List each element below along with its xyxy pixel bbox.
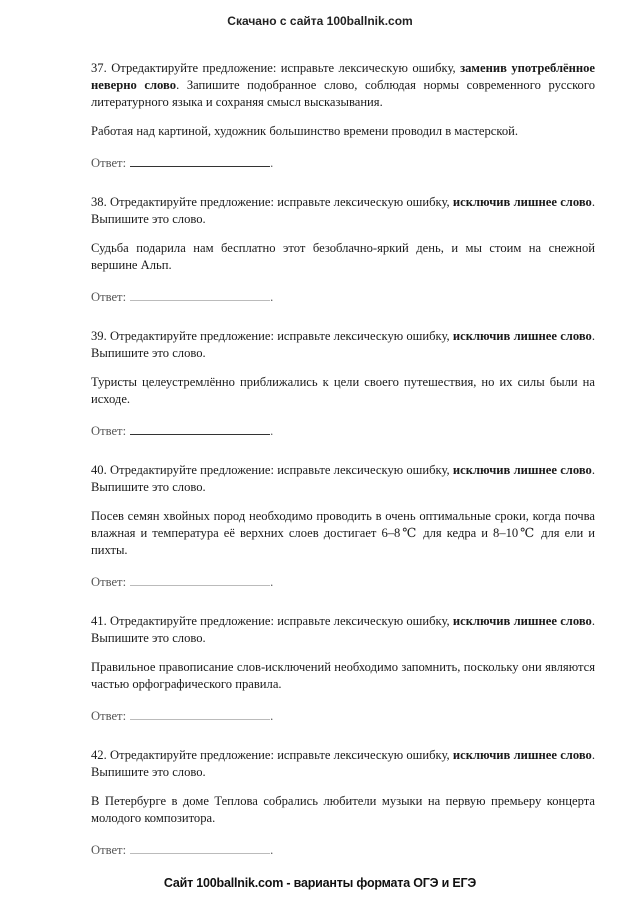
question-39 [91, 328, 595, 440]
question-instruction [91, 613, 595, 647]
task-sentence: Посев семян хвойных пород необходимо проводить в очень оптимальные сроки, когда почва влажная и температура её верхних слоев достигает 6–8℃ для кедра и 8–10℃ для ели и пихты. [91, 509, 595, 557]
instruction-text: Отредактируйте предложение: исправьте лексическую ошибку, [109, 748, 450, 762]
answer-label: Ответ: [91, 290, 127, 304]
question-number: 42. [91, 748, 107, 762]
instruction-text-end: . Выпишите это слово. [91, 748, 596, 779]
instruction-text-end: . Выпишите это слово. [91, 614, 596, 645]
instruction-emphasis: исключив лишнее слово [452, 463, 592, 477]
answer-field[interactable] [130, 841, 270, 854]
question-instruction [91, 60, 595, 111]
question-instruction [91, 462, 595, 496]
answer-field[interactable] [130, 154, 270, 167]
instruction-text: Отредактируйте предложение: исправьте лексическую ошибку, [109, 329, 450, 343]
question-37 [91, 60, 595, 172]
question-number: 41. [91, 614, 107, 628]
page-footer: Сайт 100ballnik.com - варианты формата ОГЭ и ЕГЭ [163, 876, 477, 890]
question-42 [91, 747, 595, 859]
instruction-text: Отредактируйте предложение: исправьте лексическую ошибку, [109, 463, 450, 477]
task-sentence: Судьба подарила нам бесплатно этот безоблачно-яркий день, и мы стоим на снежной вершине Альп. [91, 241, 595, 272]
answer-field[interactable] [130, 288, 270, 301]
question-40 [91, 462, 595, 591]
answer-row: Ответ: . [91, 843, 274, 857]
answer-label: Ответ: [91, 424, 127, 438]
task-sentence: Туристы целеустремлённо приближались к цели своего путешествия, но их силы были на исходе. [91, 375, 595, 406]
task-sentence: В Петербурге в доме Теплова собрались любители музыки на первую премьеру концерта молодого композитора. [91, 794, 595, 825]
instruction-text-end: . Запишите подобранное слово, соблюдая нормы современного русского литературного языка и сохраняя смысл высказывания. [91, 78, 596, 109]
task-sentence: Работая над картиной, художник большинство времени проводил в мастерской. [91, 124, 518, 138]
question-38 [91, 194, 595, 306]
answer-label: Ответ: [91, 575, 127, 589]
question-number: 40. [91, 463, 107, 477]
question-number: 39. [91, 329, 107, 343]
answer-field[interactable] [130, 573, 270, 586]
instruction-text-end: . Выпишите это слово. [91, 195, 596, 226]
instruction-text: Отредактируйте предложение: исправьте лексическую ошибку, [109, 195, 450, 209]
answer-field[interactable] [130, 422, 270, 435]
instruction-emphasis: исключив лишнее слово [452, 195, 592, 209]
question-number: 38. [91, 195, 107, 209]
instruction-text-end: . Выпишите это слово. [91, 463, 596, 494]
answer-row: Ответ: . [91, 575, 274, 589]
instruction-emphasis: исключив лишнее слово [452, 748, 592, 762]
instruction-text-end: . Выпишите это слово. [91, 329, 596, 360]
question-41 [91, 613, 595, 725]
document-body [91, 60, 595, 881]
instruction-text: Отредактируйте предложение: исправьте лексическую ошибку, [111, 61, 456, 75]
answer-field[interactable] [130, 707, 270, 720]
answer-row: Ответ: . [91, 424, 274, 438]
answer-label: Ответ: [91, 843, 127, 857]
instruction-emphasis: заменив употреблённое неверно слово [91, 61, 595, 92]
answer-row: Ответ: . [91, 709, 274, 723]
instruction-emphasis: исключив лишнее слово [452, 329, 592, 343]
page-header: Скачано с сайта 100ballnik.com [227, 14, 413, 28]
answer-label: Ответ: [91, 709, 127, 723]
instruction-text: Отредактируйте предложение: исправьте лексическую ошибку, [109, 614, 450, 628]
task-sentence: Правильное правописание слов-исключений необходимо запомнить, поскольку они являются частью орфографического правила. [91, 660, 595, 691]
question-instruction [91, 328, 595, 362]
answer-row: Ответ: . [91, 290, 274, 304]
answer-row: Ответ: . [91, 156, 274, 170]
question-instruction [91, 747, 595, 781]
question-instruction [91, 194, 595, 228]
answer-label: Ответ: [91, 156, 127, 170]
question-number: 37. [91, 61, 107, 75]
instruction-emphasis: исключив лишнее слово [452, 614, 592, 628]
